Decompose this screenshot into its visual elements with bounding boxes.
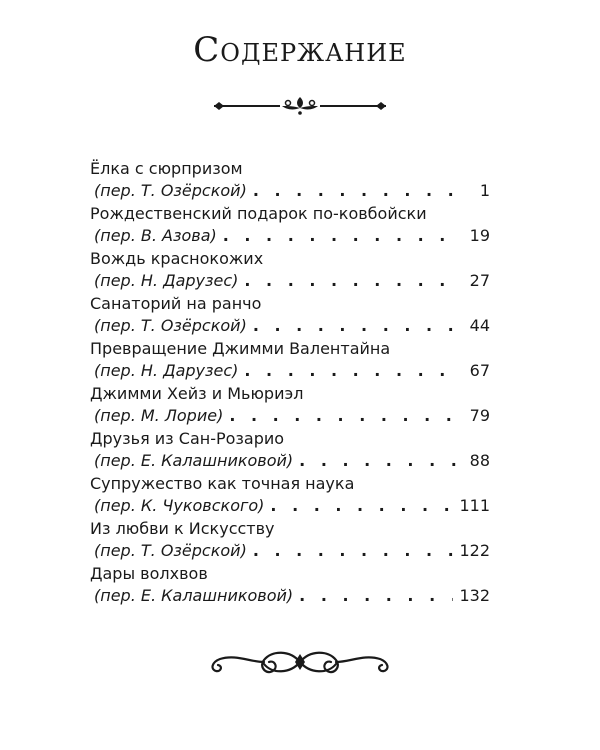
toc-entry[interactable] xyxy=(90,203,490,248)
toc-entry[interactable] xyxy=(90,383,490,428)
dot-leader xyxy=(299,585,453,607)
toc-entry-page: 79 xyxy=(469,406,490,425)
toc-entry-translator: (пер. Т. Озёрской) xyxy=(94,541,247,560)
toc-entry-translator: (пер. В. Азова) xyxy=(94,226,217,245)
toc-entry-page: 1 xyxy=(479,181,490,200)
toc-entry-translator: (пер. М. Лорие) xyxy=(94,406,224,425)
toc-entry[interactable] xyxy=(90,158,490,203)
toc-entry-page: 27 xyxy=(469,271,490,290)
dot-leader xyxy=(244,360,458,382)
toc-entry-title: Из любви к Искусству xyxy=(90,519,275,538)
dot-leader xyxy=(253,540,454,562)
toc-entry-title: Санаторий на ранчо xyxy=(90,294,262,313)
dot-leader xyxy=(244,270,458,292)
toc-entry-page: 19 xyxy=(469,226,490,245)
toc-entry-translator: (пер. Н. Дарузес) xyxy=(94,271,239,290)
toc-entry-title: Вождь краснокожих xyxy=(90,249,264,268)
toc-entry-translator: (пер. Т. Озёрской) xyxy=(94,316,247,335)
toc-entry-translator: (пер. Е. Калашниковой) xyxy=(94,451,294,470)
toc-entry-title: Рождественский подарок по-ковбойски xyxy=(90,204,427,223)
toc-entry-translator: (пер. К. Чуковского) xyxy=(94,496,265,515)
dot-leader xyxy=(253,315,458,337)
toc-entry-title: Дары волхвов xyxy=(90,564,208,583)
fleuron-divider-icon xyxy=(210,94,390,118)
toc-entry[interactable] xyxy=(90,338,490,383)
toc-entry-translator: (пер. Е. Калашниковой) xyxy=(94,586,294,605)
toc-entry-title: Ёлка с сюрпризом xyxy=(90,159,243,178)
toc-entry-page: 67 xyxy=(469,361,490,380)
toc-entry-page: 132 xyxy=(459,586,490,605)
toc-entry-page: 44 xyxy=(469,316,490,335)
table-of-contents xyxy=(90,158,490,608)
toc-entry-title: Джимми Хейз и Мьюриэл xyxy=(90,384,304,403)
dot-leader xyxy=(253,180,458,202)
toc-entry-page: 88 xyxy=(469,451,490,470)
dot-leader xyxy=(299,450,458,472)
toc-entry[interactable] xyxy=(90,563,490,608)
toc-entry-title: Супружество как точная наука xyxy=(90,474,355,493)
page-title: Содержание xyxy=(193,30,407,70)
toc-entry-translator: (пер. Н. Дарузес) xyxy=(94,361,239,380)
toc-entry[interactable] xyxy=(90,473,490,518)
toc-entry-title: Друзья из Сан-Розарио xyxy=(90,429,285,448)
dot-leader xyxy=(270,495,453,517)
toc-entry-page: 111 xyxy=(459,496,490,515)
toc-entry-translator: (пер. Т. Озёрской) xyxy=(94,181,247,200)
toc-entry-title: Превращение Джимми Валентайна xyxy=(90,339,391,358)
toc-entry[interactable] xyxy=(90,518,490,563)
toc-entry-page: 122 xyxy=(459,541,490,560)
toc-entry[interactable] xyxy=(90,248,490,293)
toc-entry[interactable] xyxy=(90,293,490,338)
dot-leader xyxy=(223,225,458,247)
scroll-flourish-icon xyxy=(200,645,400,679)
dot-leader xyxy=(229,405,458,427)
toc-entry[interactable] xyxy=(90,428,490,473)
